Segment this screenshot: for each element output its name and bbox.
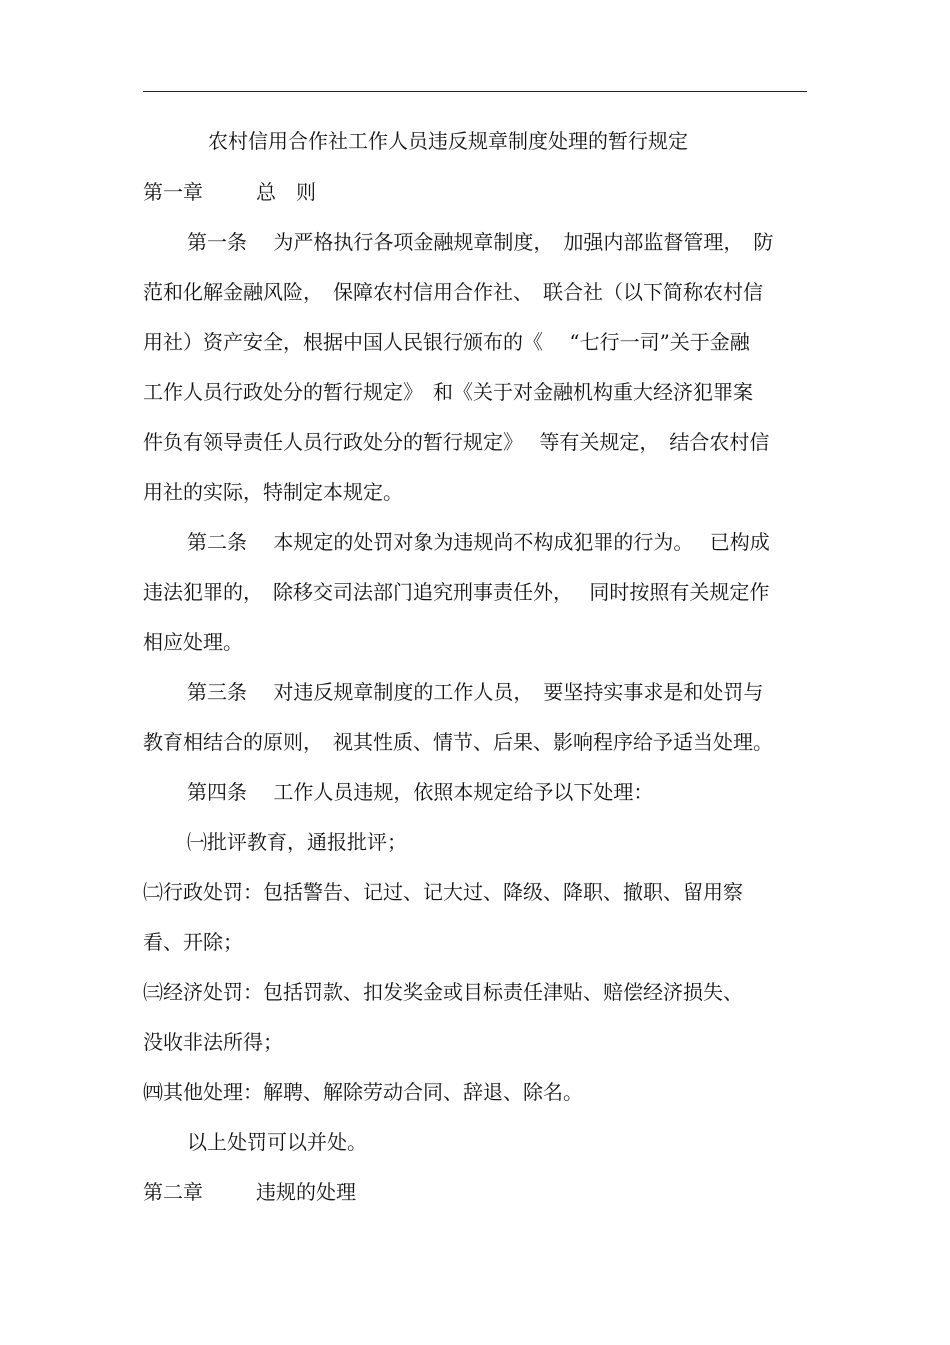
article-1-line: 范和化解金融风险， 保障农村信用合作社、 联合社（以下简称农村信 [143,280,763,304]
chapter-2-name: 违规的处理 [256,1180,356,1204]
chapter-1-name: 总 则 [256,180,316,204]
chapter-2-number: 第二章 [143,1180,203,1204]
article-4-note: 以上处罚可以并处。 [187,1130,367,1154]
article-3-line: 教育相结合的原则， 视其性质、情节、后果、影响程序给予适当处理。 [143,730,773,754]
document-title: 农村信用合作社工作人员违反规章制度处理的暂行规定 [208,129,688,153]
article-4-item-2-cont: 看、开除； [143,930,243,954]
article-4-item-4: ㈣其他处理：解聘、解除劳动合同、辞退、除名。 [143,1080,583,1104]
article-4-lead: 第四条 工作人员违规，依照本规定给予以下处理： [187,780,654,804]
article-4-item-1: ㈠批评教育，通报批评； [187,830,407,854]
article-1-line: 用社的实际，特制定本规定。 [143,480,403,504]
chapter-1-number: 第一章 [143,180,203,204]
article-1-line: 件负有领导责任人员行政处分的暂行规定》 等有关规定， 结合农村信 [143,430,770,454]
article-4-item-3: ㈢经济处罚：包括罚款、扣发奖金或目标责任津贴、赔偿经济损失、 [143,980,743,1004]
article-2-line: 第二条 本规定的处罚对象为违规尚不构成犯罪的行为。 已构成 [187,530,770,554]
header-rule [143,91,807,92]
article-2-line: 违法犯罪的， 除移交司法部门追究刑事责任外， 同时按照有关规定作 [143,580,770,604]
article-3-line: 第三条 对违反规章制度的工作人员， 要坚持实事求是和处罚与 [187,680,764,704]
article-4-item-3-cont: 没收非法所得； [143,1030,283,1054]
article-1-line: 用社）资产安全，根据中国人民银行颁布的《 “七行一司”关于金融 [143,330,750,354]
article-4-item-2: ㈡行政处罚：包括警告、记过、记大过、降级、降职、撤职、留用察 [143,880,743,904]
article-2-line: 相应处理。 [143,630,243,654]
article-1-line: 第一条 为严格执行各项金融规章制度， 加强内部监督管理， 防 [187,230,774,254]
article-1-line: 工作人员行政处分的暂行规定》 和《关于对金融机构重大经济犯罪案 [143,380,753,404]
